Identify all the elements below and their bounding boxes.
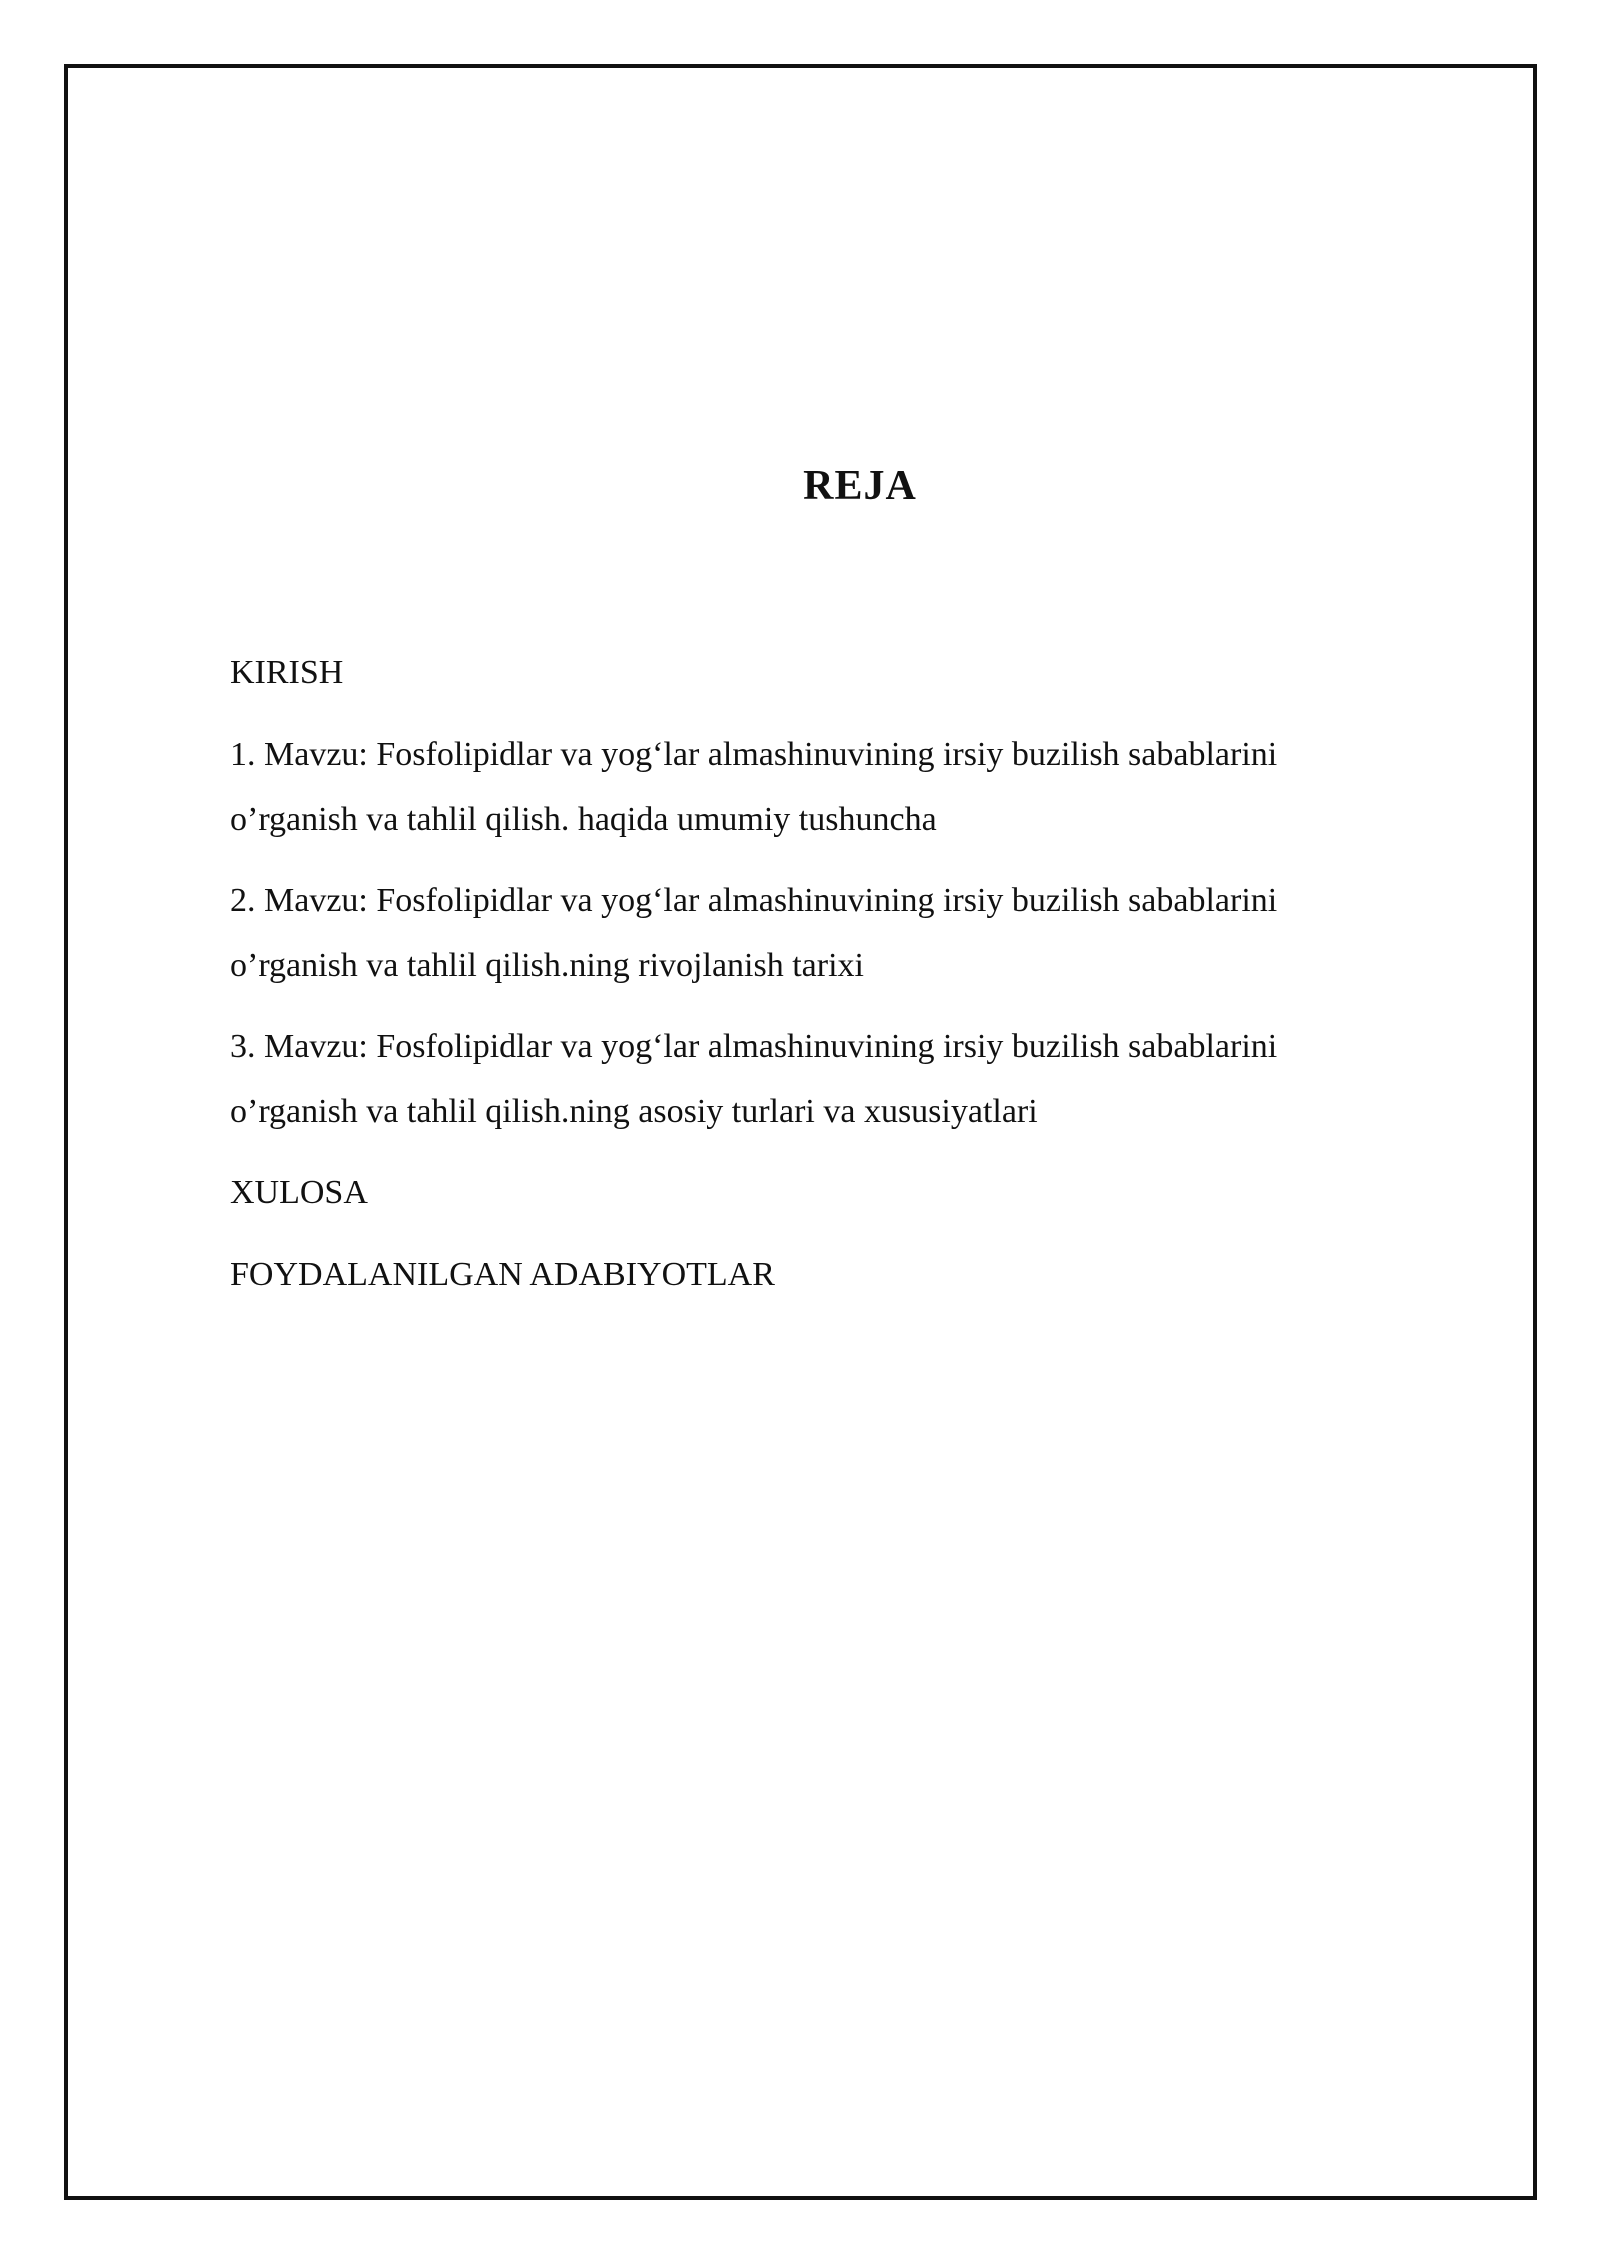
plan-item-1: 1. Mavzu: Fosfolipidlar va yog‘lar almashinuvining irsiy buzilish sabablarini o’rganish va tahlil qilish. haqida umumiy tushuncha	[230, 736, 1278, 838]
page-title: REJA	[803, 463, 917, 509]
plan-content	[230, 640, 1410, 1324]
references-heading: FOYDALANILGAN ADABIYOTLAR	[230, 1256, 775, 1293]
conclusion-heading: XULOSA	[230, 1174, 368, 1211]
intro-heading: KIRISH	[230, 654, 344, 691]
plan-item-2: 2. Mavzu: Fosfolipidlar va yog‘lar almashinuvining irsiy buzilish sabablarini o’rganish va tahlil qilish.ning rivojlanish tarixi	[230, 882, 1278, 984]
plan-item-3: 3. Mavzu: Fosfolipidlar va yog‘lar almashinuvining irsiy buzilish sabablarini o’rganish va tahlil qilish.ning asosiy turlari va xususiyatlari	[230, 1028, 1278, 1130]
